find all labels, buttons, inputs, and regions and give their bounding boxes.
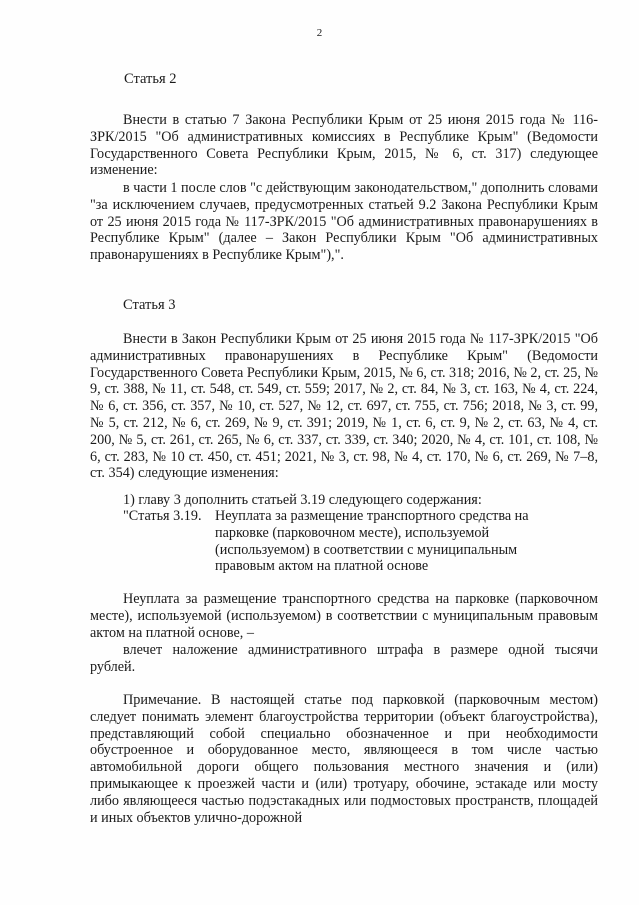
article-3-intro: Внести в Закон Республики Крым от 25 июня 2015 года № 117-ЗРК/2015 "Об административных правонарушениях в Республике Крым" (Ведомости Государственного Совета Республики Крым, 2015, № 6, ст. 318; 2016, № 2, ст. 25, № 9, ст. 388, № 11, ст. 548, ст. 549, ст. 559; 2017, № 2, ст. 84, № 3, ст. 163, № 4, ст. 224, № 6, ст. 356, ст. 357, № 10, ст. 527, № 12, ст. 697, ст. 755, ст. 756; 2018, № 3, ст. 99, № 5, ст. 212, № 6, ст. 269, № 9, ст. 391; 2019, № 1, ст. 6, ст. 9, № 2, ст. 63, № 4, ст. 200, № 5, ст. 261, ст. 265, № 6, ст. 337, ст. 339, ст. 340; 2020, № 4, ст. 101, ст. 108, № 6, ст. 283, № 10 ст. 450, ст. 451; 2021, № 3, ст. 98, № 4, ст. 170, № 6, ст. 269, № 7–8, ст. 354) следующие изменения: <box>90 331 598 482</box>
new-article-note: Примечание. В настоящей статье под парковкой (парковочным местом) следует понимать элемент благоустройства территории (объект благоустройства), представляющий собой специально обозначенное и при необходимости обустроенное и оборудованное место, являющееся в том числе частью автомобильной дороги общего пользования местного значения и (или) примыкающее к проезжей части и (или) тротуару, обочине, эстакаде или мосту либо являющееся частью подэстакадных или подмостовых пространств, площадей и иных объектов улично-дорожной <box>90 692 598 826</box>
article-3-heading: Статья 3 <box>123 297 176 313</box>
new-article-title-block <box>123 508 598 575</box>
new-article-body: Неуплата за размещение транспортного средства на парковке (парковочном месте), используемой (используемом) в соответствии с муниципальным правовым актом на платной основе, – <box>90 591 598 641</box>
article-3-item-1: 1) главу 3 дополнить статьей 3.19 следующего содержания: <box>123 492 482 508</box>
new-article-label: "Статья 3.19. <box>123 508 202 524</box>
article-2-intro: Внести в статью 7 Закона Республики Крым от 25 июня 2015 года № 116-ЗРК/2015 "Об административных комиссиях в Республике Крым" (Ведомости Государственного Совета Республики Крым, 2015, № 6, ст. 317) следующее изменение: <box>90 112 598 179</box>
new-article-title: Неуплата за размещение транспортного средства на парковке (парковочном месте), используемой (используемом) в соответствии с муниципальным правовым актом на платной основе <box>215 508 529 575</box>
new-article-penalty: влечет наложение административного штрафа в размере одной тысячи рублей. <box>90 642 598 675</box>
article-2-change: в части 1 после слов "с действующим законодательством," дополнить словами "за исключением случаев, предусмотренных статьей 9.2 Закона Республики Крым от 25 июня 2015 года № 117-ЗРК/2015 "Об административных правонарушениях в Республике Крым" (далее – Закон Республики Крым "Об административных правонарушениях в Республике Крым"),". <box>90 180 598 264</box>
article-2-heading: Статья 2 <box>124 71 177 87</box>
page-number: 2 <box>316 27 323 39</box>
